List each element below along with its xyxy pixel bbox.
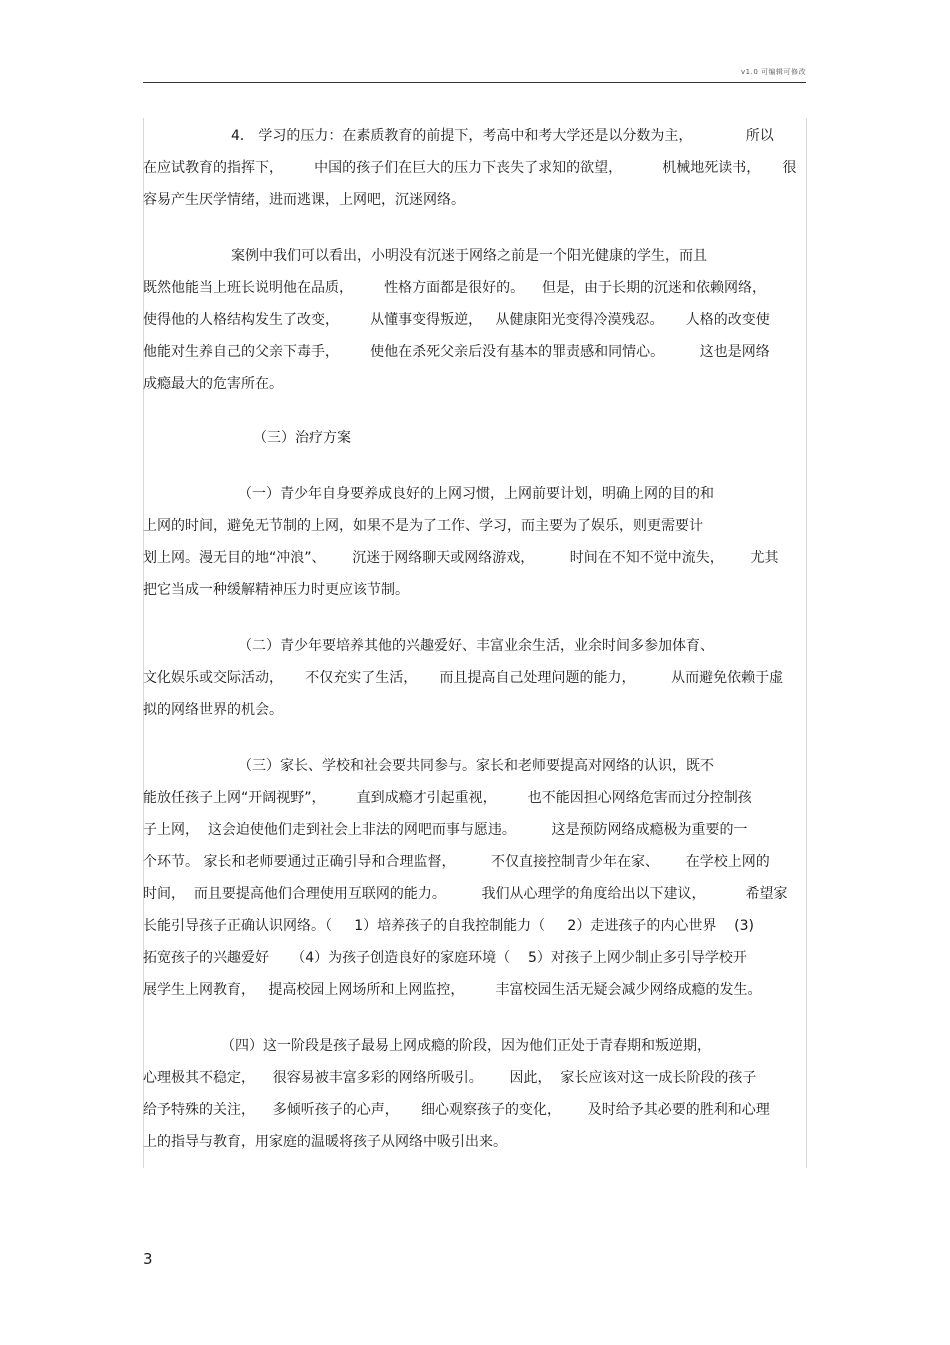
text-line: 拟的网络世界的机会。: [143, 702, 283, 718]
text-line: 能放任孩子上网“开阔视野”， 直到成瘾才引起重视， 也不能因担心网络危害而过分控制孩: [143, 790, 752, 806]
text-line: 上网的时间，避免无节制的上网，如果不是为了工作、学习，而主要为了娱乐，则更需要计: [143, 518, 703, 534]
paragraph-case-analysis: [143, 240, 806, 400]
text-line: （二）青少年要培养其他的兴趣爱好、丰富业余生活，业余时间多参加体育、: [238, 638, 714, 654]
paragraph-plan-3: [143, 750, 806, 1006]
text-line: 文化娱乐或交际活动， 不仅充实了生活， 而且提高自己处理问题的能力， 从而避免依赖于虚: [143, 670, 784, 686]
text-line: 展学生上网教育， 提高校园上网场所和上网监控， 丰富校园生活无疑会减少网络成瘾的发生。: [143, 982, 762, 998]
text-line: 时间， 而且要提高他们合理使用互联网的能力。 我们从心理学的角度给出以下建议， 希望家: [143, 886, 788, 902]
paragraph-plan-4: [143, 1030, 806, 1158]
text-line: 把它当成一种缓解精神压力时更应该节制。: [143, 582, 409, 598]
header-rule: [143, 82, 806, 83]
header-version-text: v1.0 可编辑可修改: [741, 68, 806, 76]
section-heading-treatment: [143, 422, 806, 454]
section-heading: （三）治疗方案: [253, 430, 351, 446]
text-line: 他能对生养自己的父亲下毒手， 使他在杀死父亲后没有基本的罪责感和同情心。 这也是网络: [143, 344, 770, 360]
paragraph-plan-2: [143, 630, 806, 726]
text-line: 4． 学习的压力：在素质教育的前提下，考高中和考大学还是以分数为主， 所以: [231, 128, 774, 144]
frame-right-border: [806, 118, 807, 1168]
text-line: 个环节。 家长和老师要通过正确引导和合理监督， 不仅直接控制青少年在家、 在学校上网的: [143, 854, 770, 870]
text-line: 容易产生厌学情绪，进而逃课，上网吧，沉迷网络。: [143, 192, 465, 208]
paragraph-plan-1: [143, 478, 806, 606]
text-line: 长能引导孩子正确认识网络。（ 1）培养孩子的自我控制能力（ 2）走进孩子的内心世界 (3): [143, 918, 754, 934]
text-line: 既然他能当上班长说明他在品质， 性格方面都是很好的。 但是，由于长期的沉迷和依赖网络，: [143, 280, 766, 296]
paragraph-study-pressure: [143, 120, 806, 216]
text-line: 成瘾最大的危害所在。: [143, 376, 283, 392]
text-line: 心理极其不稳定， 很容易被丰富多彩的网络所吸引。 因此， 家长应该对这一成长阶段的孩子: [143, 1070, 757, 1086]
text-line: （三）家长、学校和社会要共同参与。家长和老师要提高对网络的认识，既不: [238, 758, 714, 774]
text-line: 拓宽孩子的兴趣爱好 （4）为孩子创造良好的家庭环境（ 5）对孩子上网少制止多引导学校开: [143, 950, 747, 966]
text-line: 案例中我们可以看出，小明没有沉迷于网络之前是一个阳光健康的学生，而且: [231, 248, 707, 264]
text-line: 上的指导与教育，用家庭的温暖将孩子从网络中吸引出来。: [143, 1134, 507, 1150]
page-number: 3: [143, 1250, 153, 1268]
text-line: 使得他的人格结构发生了改变， 从懂事变得叛逆， 从健康阳光变得冷漠残忍。 人格的改变使: [143, 312, 770, 328]
text-line: 划上网。漫无目的地“冲浪”、 沉迷于网络聊天或网络游戏， 时间在不知不觉中流失， 尤其: [143, 550, 779, 566]
text-line: （四）这一阶段是孩子最易上网成瘾的阶段，因为他们正处于青春期和叛逆期，: [221, 1038, 711, 1054]
text-line: 子上网， 这会迫使他们走到社会上非法的网吧而事与愿违。 这是预防网络成瘾极为重要的一: [143, 822, 748, 838]
text-line: （一）青少年自身要养成良好的上网习惯，上网前要计划，明确上网的目的和: [238, 486, 714, 502]
document-body: [143, 120, 806, 1158]
text-line: 给予特殊的关注， 多倾听孩子的心声， 细心观察孩子的变化， 及时给予其必要的胜利和心理: [143, 1102, 770, 1118]
text-line: 在应试教育的指挥下， 中国的孩子们在巨大的压力下丧失了求知的欲望， 机械地死读书， 很: [143, 160, 797, 176]
